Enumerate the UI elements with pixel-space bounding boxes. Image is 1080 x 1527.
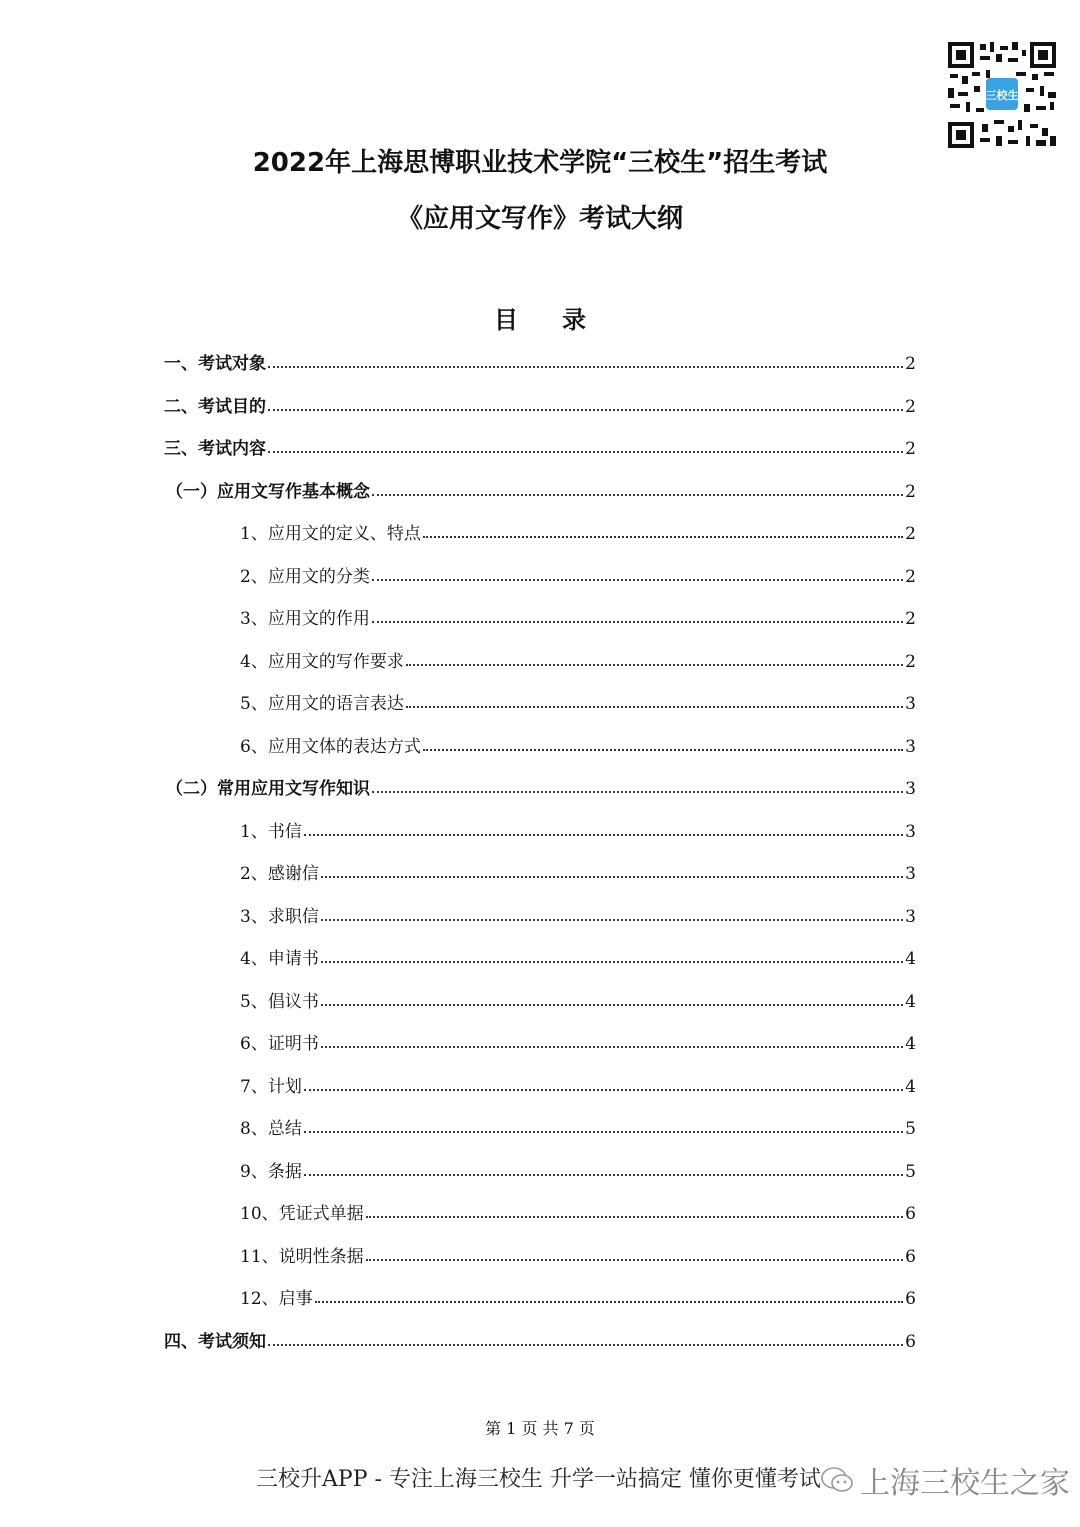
dot-leader xyxy=(268,451,903,453)
dot-leader xyxy=(268,409,903,411)
toc-entry-label: 一、考试对象 xyxy=(164,354,266,374)
toc-entry[interactable] xyxy=(164,429,916,459)
dot-leader xyxy=(304,1089,903,1091)
toc-entry[interactable] xyxy=(240,1067,916,1097)
dot-leader xyxy=(366,1216,904,1218)
toc-entry[interactable] xyxy=(164,1322,916,1352)
toc-entry-page: 4 xyxy=(905,1076,916,1097)
toc-entry-page: 2 xyxy=(905,354,916,374)
toc-entry[interactable] xyxy=(240,812,916,842)
toc-entry-label: 10、凭证式单据 xyxy=(240,1204,364,1224)
toc-entry-page: 2 xyxy=(905,439,916,459)
dot-leader xyxy=(406,664,903,666)
toc-entry-label: 5、应用文的语言表达 xyxy=(240,694,404,714)
toc-entry-page: 6 xyxy=(905,1331,916,1352)
toc-entry-page: 5 xyxy=(905,1161,916,1182)
toc-entry-label: 3、求职信 xyxy=(240,906,319,927)
toc-entry-page: 3 xyxy=(905,906,916,927)
qr-code xyxy=(946,40,1058,150)
toc-entry-label: 6、应用文体的表达方式 xyxy=(240,736,421,757)
dot-leader xyxy=(304,1174,903,1176)
toc-entry-page: 3 xyxy=(905,694,916,714)
dot-leader xyxy=(268,366,903,368)
toc-entry-label: 2、应用文的分类 xyxy=(240,566,370,587)
wechat-icon xyxy=(820,1465,854,1495)
toc-entry[interactable] xyxy=(164,387,916,417)
toc-entry-label: 三、考试内容 xyxy=(164,439,266,459)
page-number: 第 1 页 共 7 页 xyxy=(485,1419,595,1438)
toc-entry[interactable] xyxy=(240,982,916,1012)
toc-entry-label: 5、倡议书 xyxy=(240,991,319,1012)
toc-entry-page: 4 xyxy=(905,1034,916,1054)
toc-entry-label: 11、说明性条据 xyxy=(240,1246,364,1267)
dot-leader xyxy=(321,876,903,878)
dot-leader xyxy=(366,1259,904,1261)
bottom-banner: 三校升APP - 专注上海三校生 升学一站搞定 懂你更懂考试 xyxy=(256,1467,821,1492)
toc-entry[interactable] xyxy=(240,684,916,714)
document-subtitle: 《应用文写作》考试大纲 xyxy=(396,204,683,234)
toc-entry-label: 7、计划 xyxy=(240,1076,302,1097)
toc-entry-label: 9、条据 xyxy=(240,1161,302,1182)
toc-entry-page: 2 xyxy=(905,609,916,629)
toc-entry-page: 2 xyxy=(905,566,916,587)
dot-leader xyxy=(372,494,903,496)
svg-text:三校生: 三校生 xyxy=(985,89,1019,102)
dot-leader xyxy=(372,621,903,623)
dot-leader xyxy=(304,1131,903,1133)
toc-entry[interactable] xyxy=(164,344,916,374)
toc-entry[interactable] xyxy=(240,939,916,969)
toc-entry-label: 1、应用文的定义、特点 xyxy=(240,524,421,544)
document-title: 2022年上海思博职业技术学院“三校生”招生考试 xyxy=(252,148,828,178)
toc-entry-label: 二、考试目的 xyxy=(164,396,266,417)
toc-entry-page: 5 xyxy=(905,1119,916,1139)
toc-entry[interactable] xyxy=(240,1152,916,1182)
toc-entry[interactable] xyxy=(166,472,916,502)
toc-entry-label: 6、证明书 xyxy=(240,1034,319,1054)
dot-leader xyxy=(321,1004,903,1006)
toc-entry-label: 4、应用文的写作要求 xyxy=(240,651,404,672)
toc-entry-page: 6 xyxy=(905,1204,916,1224)
toc-entry-page: 2 xyxy=(905,396,916,417)
toc-heading: 目录 xyxy=(494,306,630,334)
dot-leader xyxy=(423,536,903,538)
toc-entry-label: （二）常用应用文写作知识 xyxy=(166,779,370,799)
watermark-text: 上海三校生之家 xyxy=(860,1466,1070,1501)
toc-entry-label: 3、应用文的作用 xyxy=(240,609,370,629)
dot-leader xyxy=(406,706,903,708)
dot-leader xyxy=(321,919,903,921)
toc-entry-page: 2 xyxy=(905,651,916,672)
toc-entry[interactable] xyxy=(240,1109,916,1139)
toc-entry-page: 4 xyxy=(905,991,916,1012)
dot-leader xyxy=(321,961,903,963)
toc-entry[interactable] xyxy=(166,769,916,799)
toc-entry[interactable] xyxy=(240,1194,916,1224)
toc-entry[interactable] xyxy=(240,642,916,672)
dot-leader xyxy=(268,1344,903,1346)
toc-entry[interactable] xyxy=(240,854,916,884)
toc-entry-page: 4 xyxy=(905,949,916,969)
toc-entry-label: 12、启事 xyxy=(240,1289,313,1309)
toc-entry-page: 6 xyxy=(905,1246,916,1267)
toc-entry[interactable] xyxy=(240,1279,916,1309)
toc-entry[interactable] xyxy=(240,557,916,587)
toc-entry-label: 1、书信 xyxy=(240,821,302,842)
toc-entry[interactable] xyxy=(240,514,916,544)
toc-entry-page: 3 xyxy=(905,779,916,799)
dot-leader xyxy=(315,1301,904,1303)
dot-leader xyxy=(372,791,903,793)
toc-entry-page: 3 xyxy=(905,864,916,884)
dot-leader xyxy=(372,579,903,581)
dot-leader xyxy=(321,1046,903,1048)
toc-entry[interactable] xyxy=(240,599,916,629)
dot-leader xyxy=(423,749,903,751)
toc-entry[interactable] xyxy=(240,1024,916,1054)
toc-entry-label: （一）应用文写作基本概念 xyxy=(166,481,370,502)
toc-entry-page: 3 xyxy=(905,736,916,757)
toc-entry-page: 2 xyxy=(905,524,916,544)
toc-entry-label: 2、感谢信 xyxy=(240,864,319,884)
toc-entry-page: 6 xyxy=(905,1289,916,1309)
toc-entry[interactable] xyxy=(240,727,916,757)
toc-entry[interactable] xyxy=(240,1237,916,1267)
toc-entry[interactable] xyxy=(240,897,916,927)
toc-entry-page: 3 xyxy=(905,821,916,842)
toc-entry-label: 4、申请书 xyxy=(240,949,319,969)
toc-entry-label: 8、总结 xyxy=(240,1119,302,1139)
dot-leader xyxy=(304,834,903,836)
watermark xyxy=(820,1458,1070,1502)
toc-entry-page: 2 xyxy=(905,481,916,502)
toc-entry-label: 四、考试须知 xyxy=(164,1331,266,1352)
